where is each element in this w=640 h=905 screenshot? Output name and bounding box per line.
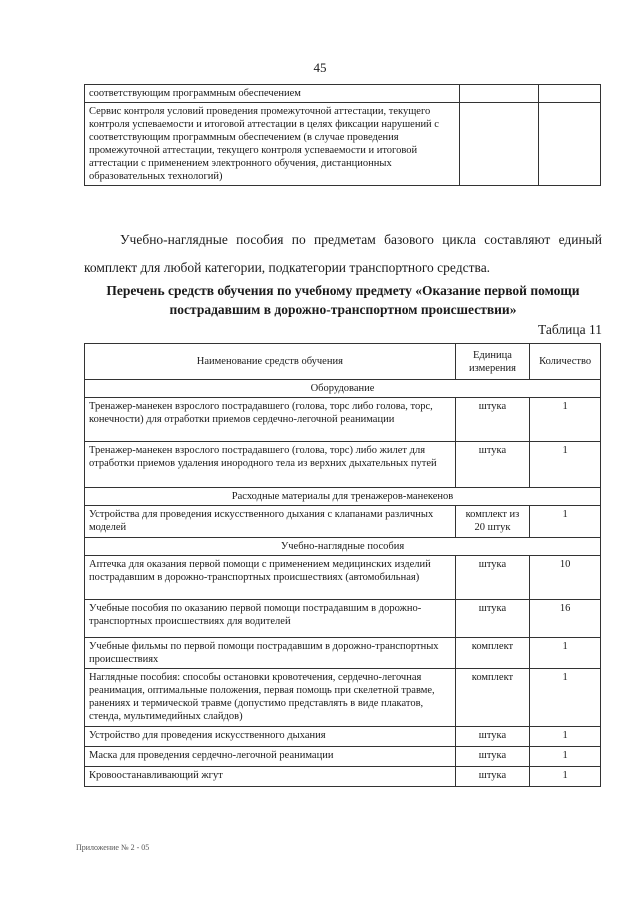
item-qty: 1 [530, 398, 601, 442]
section-heading: Перечень средств обучения по учебному предмету «Оказание первой помощи пострадавшим в дорожно-транспортном происшествии» [106, 283, 580, 317]
table-cell-name: Сервис контроля условий проведения промежуточной аттестации, текущего контроля успеваемости и итоговой аттестации в целях фиксации нарушений с соответствующим программным обеспечением (в случае проведения промежуточной аттестации, текущего контроля успеваемости и итоговой аттестации с применением электронного обучения, дистанционных образовательных технологий) [85, 103, 460, 186]
item-name: Устройства для проведения искусственного дыхания с клапанами различных моделей [85, 506, 456, 538]
item-name: Тренажер-манекен взрослого пострадавшего (голова, торс либо голова, торс, конечности) для отработки приемов сердечно-легочной реанимации [85, 398, 456, 442]
continued-table [84, 84, 601, 186]
item-unit: комплект из 20 штук [455, 506, 530, 538]
item-unit: штука [455, 600, 530, 638]
section-title: Оборудование [85, 380, 601, 398]
table-cell-qty [539, 85, 601, 103]
header-unit: Единица измерения [455, 344, 530, 380]
item-qty: 1 [530, 442, 601, 488]
item-unit: штука [455, 747, 530, 767]
section-row-consumables [85, 488, 601, 506]
section-row-equipment [85, 380, 601, 398]
item-unit: комплект [455, 638, 530, 669]
training-aids-table [84, 343, 601, 787]
footer-note: Приложение № 2 - 05 [76, 843, 150, 852]
table-cell-unit [460, 103, 539, 186]
item-qty: 16 [530, 600, 601, 638]
item-unit: штука [455, 727, 530, 747]
page-number: 45 [313, 60, 327, 75]
item-name: Учебные фильмы по первой помощи пострадавшим в дорожно-транспортных происшествиях [85, 638, 456, 669]
item-qty: 1 [530, 506, 601, 538]
table-row [85, 442, 601, 488]
table-header-row [85, 344, 601, 380]
table-row [85, 85, 601, 103]
item-name: Маска для проведения сердечно-легочной реанимации [85, 747, 456, 767]
item-unit: комплект [455, 669, 530, 727]
item-name: Аптечка для оказания первой помощи с применением медицинских изделий пострадавшим в дорожно-транспортных происшествиях (автомобильная) [85, 556, 456, 600]
table-row [85, 747, 601, 767]
section-row-visual-aids [85, 538, 601, 556]
item-qty: 1 [530, 747, 601, 767]
section-title: Учебно-наглядные пособия [85, 538, 601, 556]
item-unit: штука [455, 556, 530, 600]
item-name: Тренажер-манекен взрослого пострадавшего (голова, торс) либо жилет для отработки приемов удаления инородного тела из верхних дыхательных путей [85, 442, 456, 488]
item-qty: 1 [530, 727, 601, 747]
item-unit: штука [455, 398, 530, 442]
table-row [85, 600, 601, 638]
item-qty: 1 [530, 638, 601, 669]
item-unit: штука [455, 767, 530, 787]
table-row [85, 638, 601, 669]
table-row [85, 556, 601, 600]
item-name: Учебные пособия по оказанию первой помощи пострадавшим в дорожно-транспортных происшествиях для водителей [85, 600, 456, 638]
header-qty: Количество [530, 344, 601, 380]
table-row [85, 669, 601, 727]
table-cell-qty [539, 103, 601, 186]
item-name: Устройство для проведения искусственного дыхания [85, 727, 456, 747]
table-cell-name: соответствующим программным обеспечением [85, 85, 460, 103]
table-row [85, 727, 601, 747]
table-row [85, 103, 601, 186]
item-qty: 1 [530, 669, 601, 727]
paragraph-text: Учебно-наглядные пособия по предметам базового цикла составляют единый комплект для любой категории, подкатегории транспортного средства. [84, 232, 602, 275]
body-paragraph [84, 226, 602, 282]
item-name: Кровоостанавливающий жгут [85, 767, 456, 787]
section-title: Расходные материалы для тренажеров-манекенов [85, 488, 601, 506]
table-row [85, 767, 601, 787]
table-label: Таблица 11 [538, 322, 602, 337]
item-unit: штука [455, 442, 530, 488]
item-name: Наглядные пособия: способы остановки кровотечения, сердечно-легочная реанимация, оптимальные положения, первая помощь при скелетной травме, ранениях и термической травме (допустимо представлять в виде плакатов, стенда, мультимедийных слайдов) [85, 669, 456, 727]
table-cell-unit [460, 85, 539, 103]
item-qty: 1 [530, 767, 601, 787]
table-row [85, 398, 601, 442]
table-row [85, 506, 601, 538]
header-name: Наименование средств обучения [85, 344, 456, 380]
item-qty: 10 [530, 556, 601, 600]
